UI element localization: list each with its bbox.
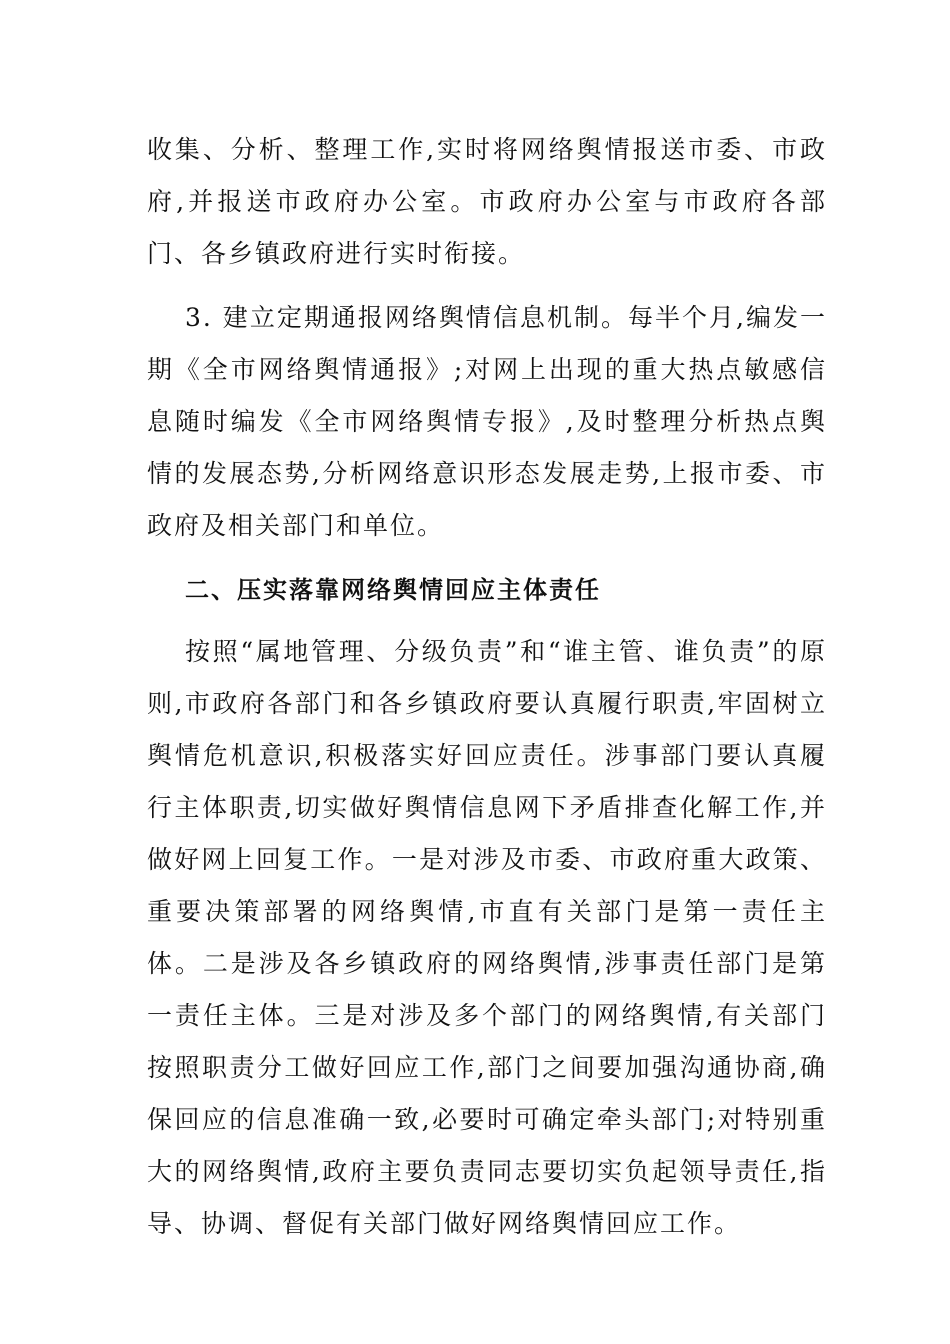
paragraph-item-3: 3. 建立定期通报网络舆情信息机制。每半个月,编发一期《全市网络舆情通报》;对网上出现的重大热点敏感信息随时编发《全市网络舆情专报》,及时整理分析热点舆情的发展态势,分析网络意识形态发展走势,上报市委、市政府及相关部门和单位。 — [147, 303, 827, 540]
paragraph-responsibility: 按照“属地管理、分级负责”和“谁主管、谁负责”的原则,市政府各部门和各乡镇政府要认真履行职责,牢固树立舆情危机意识,积极落实好回应责任。涉事部门要认真履行主体职责,切实做好舆情信息网下矛盾排查化解工作,并做好网上回复工作。一是对涉及市委、市政府重大政策、重要决策部署的网络舆情,市直有关部门是第一责任主体。二是涉及各乡镇政府的网络舆情,涉事责任部门是第一责任主体。三是对涉及多个部门的网络舆情,有关部门按照职责分工做好回应工作,部门之间要加强沟通协商,确保回应的信息准确一致,必要时可确定牵头部门;对特别重大的网络舆情,政府主要负责同志要切实负起领导责任,指导、协调、督促有关部门做好网络舆情回应工作。 — [147, 637, 827, 1238]
paragraph-continuation: 收集、分析、整理工作,实时将网络舆情报送市委、市政府,并报送市政府办公室。市政府办公室与市政府各部门、各乡镇政府进行实时衔接。 — [147, 135, 827, 268]
section-heading-2: 二、压实落靠网络舆情回应主体责任 — [185, 576, 601, 604]
document-body — [147, 124, 827, 1262]
